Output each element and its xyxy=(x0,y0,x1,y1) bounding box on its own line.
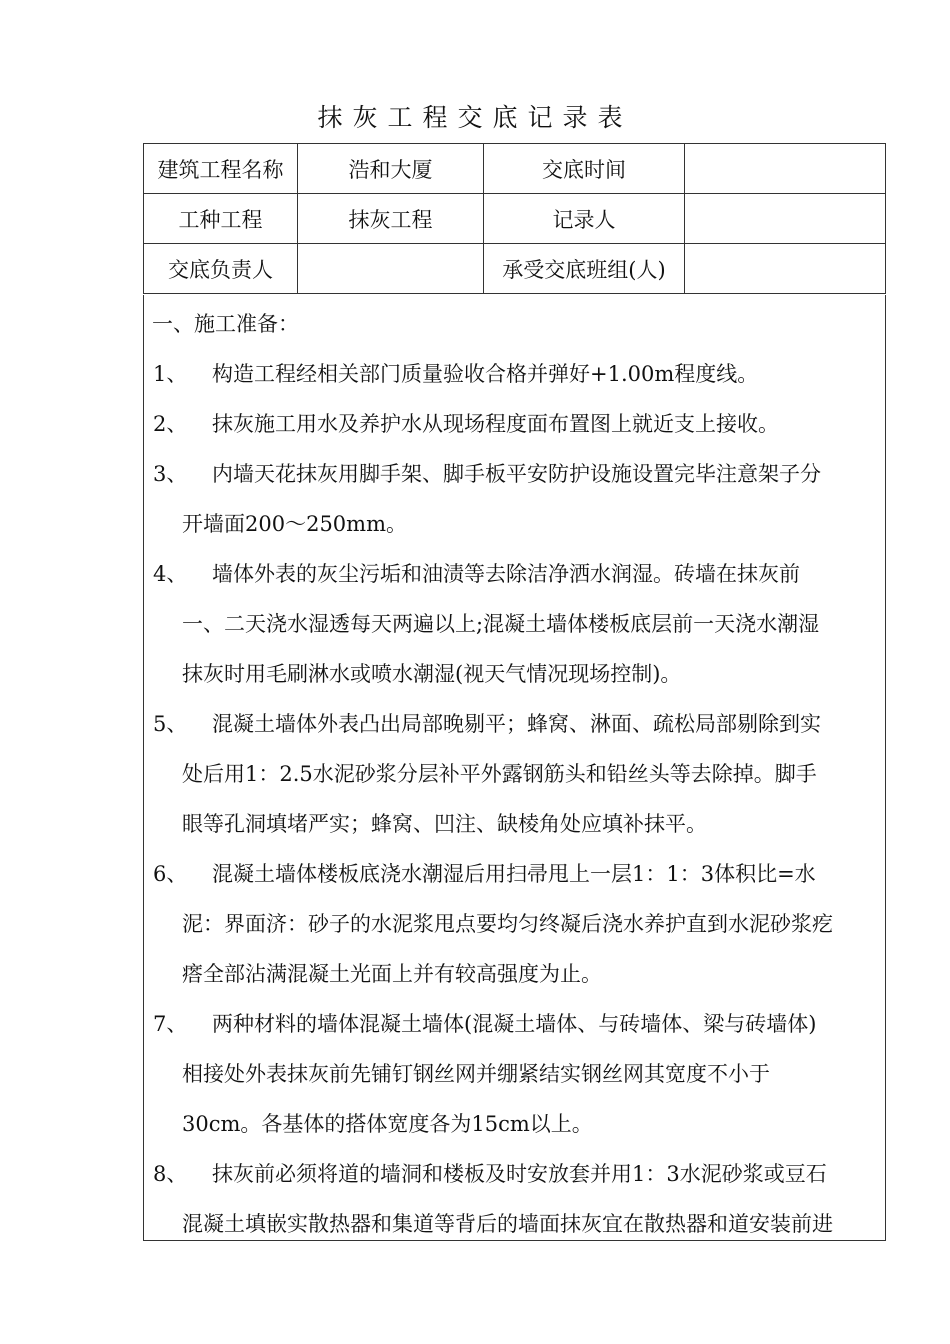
item-text-line: 泥：界面济：砂子的水泥浆甩点要均匀终凝后浇水养护直到水泥砂浆疙 xyxy=(182,912,833,936)
label-receiving-team: 承受交底班组(人) xyxy=(484,244,685,294)
item-text-line: 处后用1：2.5水泥砂浆分层补平外露钢筋头和铅丝头等去除掉。脚手 xyxy=(182,762,817,786)
label-work-type: 工种工程 xyxy=(144,194,298,244)
item-text-line: 混凝土墙体楼板底浇水潮湿后用扫帚甩上一层1：1：3体积比=水 xyxy=(212,862,816,886)
item-text-line: 一、二天浇水湿透每天两遍以上;混凝土墙体楼板底层前一天浇水潮湿 xyxy=(182,612,820,636)
item-text-line: 30cm。各基体的搭体宽度各为15cm以上。 xyxy=(182,1112,593,1136)
table-row xyxy=(144,194,886,244)
item-number: 4、 xyxy=(153,562,188,586)
item-number: 7、 xyxy=(153,1012,188,1036)
value-briefing-lead xyxy=(298,244,484,294)
item-text-line: 两种材料的墙体混凝土墙体(混凝土墙体、与砖墙体、梁与砖墙体) xyxy=(212,1012,817,1036)
header-table xyxy=(143,143,886,294)
value-receiving-team xyxy=(685,244,886,294)
value-briefing-time xyxy=(685,144,886,194)
item-number: 1、 xyxy=(153,362,188,386)
item-number: 8、 xyxy=(153,1162,188,1186)
page-title: 抹灰工程交底记录表 xyxy=(317,103,633,132)
item-text-line: 抹灰施工用水及养护水从现场程度面布置图上就近支上接收。 xyxy=(212,412,779,436)
item-text-line: 抹灰前必须将道的墙洞和楼板及时安放套并用1：3水泥砂浆或豆石 xyxy=(212,1162,827,1186)
table-row xyxy=(144,244,886,294)
item-text-line: 内墙天花抹灰用脚手架、脚手板平安防护设施设置完毕注意架子分 xyxy=(212,462,821,486)
table-row xyxy=(144,144,886,194)
value-recorder xyxy=(685,194,886,244)
item-text-line: 构造工程经相关部门质量验收合格并弹好+1.00m程度线。 xyxy=(212,362,759,386)
item-text-line: 瘩全部沾满混凝土光面上并有较高强度为止。 xyxy=(182,962,602,986)
section-heading: 一、施工准备： xyxy=(152,312,299,336)
item-text-line: 眼等孔洞填堵严实；蜂窝、凹注、缺棱角处应填补抹平。 xyxy=(182,812,707,836)
item-number: 2、 xyxy=(153,412,188,436)
item-number: 6、 xyxy=(153,862,188,886)
label-project-name: 建筑工程名称 xyxy=(144,144,298,194)
value-work-type: 抹灰工程 xyxy=(298,194,484,244)
item-text-line: 相接处外表抹灰前先铺钉钢丝网并绷紧结实钢丝网其宽度不小于 xyxy=(182,1062,770,1086)
item-text-line: 抹灰时用毛刷淋水或喷水潮湿(视天气情况现场控制)。 xyxy=(182,662,682,686)
item-text-line: 混凝土填嵌实散热器和集道等背后的墙面抹灰宜在散热器和道安装前进 xyxy=(182,1212,833,1236)
label-recorder: 记录人 xyxy=(484,194,685,244)
label-briefing-time: 交底时间 xyxy=(484,144,685,194)
label-briefing-lead: 交底负责人 xyxy=(144,244,298,294)
item-text-line: 开墙面200～250mm。 xyxy=(182,512,407,536)
content-box xyxy=(143,295,886,1241)
item-number: 3、 xyxy=(153,462,188,486)
item-text-line: 混凝土墙体外表凸出局部晚剔平；蜂窝、淋面、疏松局部剔除到实 xyxy=(212,712,821,736)
item-text-line: 墙体外表的灰尘污垢和油渍等去除洁净洒水润湿。砖墙在抹灰前 xyxy=(212,562,800,586)
value-project-name: 浩和大厦 xyxy=(298,144,484,194)
item-number: 5、 xyxy=(153,712,188,736)
